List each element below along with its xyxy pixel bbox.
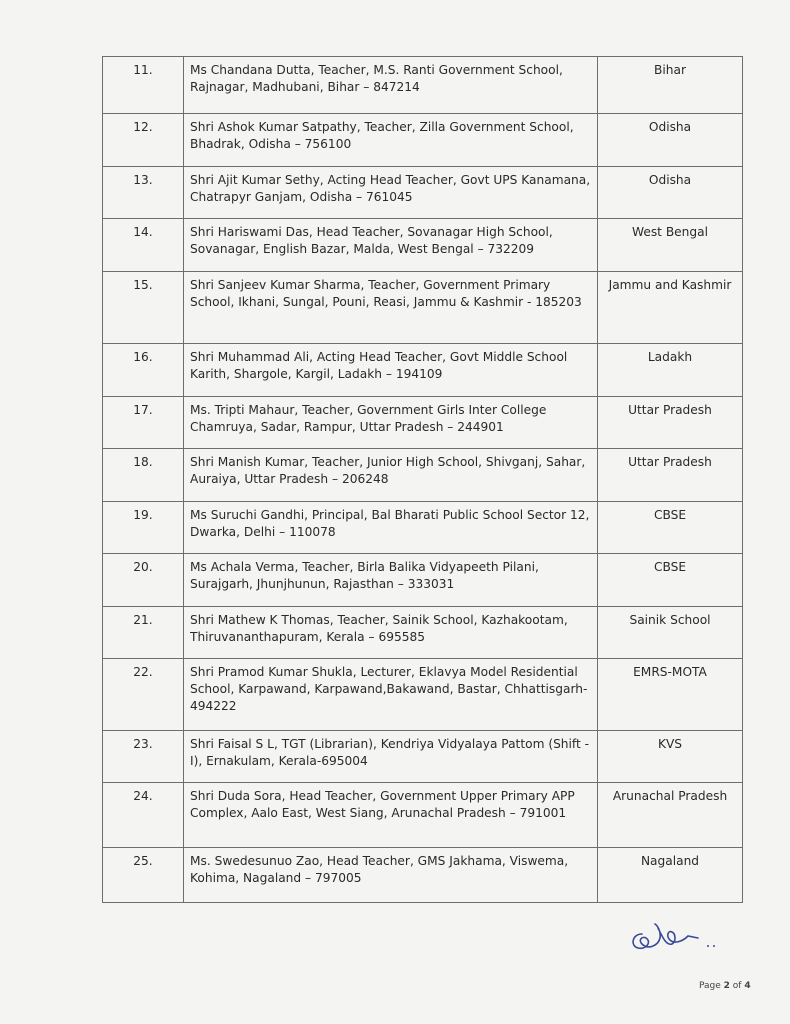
serial-number: 17. (103, 397, 184, 449)
awardee-details: Shri Muhammad Ali, Acting Head Teacher, Govt Middle School Karith, Shargole, Kargil, Ladakh – 194109 (184, 344, 598, 397)
serial-number: 12. (103, 114, 184, 167)
signature-icon (628, 912, 738, 962)
serial-number: 16. (103, 344, 184, 397)
awardee-details: Shri Mathew K Thomas, Teacher, Sainik School, Kazhakootam, Thiruvananthapuram, Kerala – 695585 (184, 607, 598, 659)
serial-number: 11. (103, 57, 184, 114)
serial-number: 23. (103, 731, 184, 783)
awardee-details: Shri Manish Kumar, Teacher, Junior High School, Shivganj, Sahar, Auraiya, Uttar Pradesh – 206248 (184, 449, 598, 502)
table-row (103, 607, 743, 659)
state-organization: KVS (598, 731, 743, 783)
awardee-details: Shri Sanjeev Kumar Sharma, Teacher, Government Primary School, Ikhani, Sungal, Pouni, Reasi, Jammu & Kashmir - 185203 (184, 272, 598, 344)
table-row (103, 848, 743, 903)
table-row (103, 167, 743, 219)
table-row (103, 731, 743, 783)
page-number: Page 2 of 4 (699, 981, 751, 991)
table-row (103, 659, 743, 731)
state-organization: Uttar Pradesh (598, 397, 743, 449)
awardee-details: Ms. Tripti Mahaur, Teacher, Government Girls Inter College Chamruya, Sadar, Rampur, Uttar Pradesh – 244901 (184, 397, 598, 449)
serial-number: 14. (103, 219, 184, 272)
table-row (103, 344, 743, 397)
state-organization: CBSE (598, 502, 743, 554)
awardee-details: Shri Duda Sora, Head Teacher, Government Upper Primary APP Complex, Aalo East, West Siang, Arunachal Pradesh – 791001 (184, 783, 598, 848)
state-organization: CBSE (598, 554, 743, 607)
table-row (103, 397, 743, 449)
table-row (103, 114, 743, 167)
state-organization: Arunachal Pradesh (598, 783, 743, 848)
state-organization: Ladakh (598, 344, 743, 397)
awardee-details: Shri Pramod Kumar Shukla, Lecturer, Eklavya Model Residential School, Karpawand, Karpawand,Bakawand, Bastar, Chhattisgarh-494222 (184, 659, 598, 731)
serial-number: 20. (103, 554, 184, 607)
table-row (103, 272, 743, 344)
table-row (103, 783, 743, 848)
table-row (103, 57, 743, 114)
awardee-details: Shri Ashok Kumar Satpathy, Teacher, Zilla Government School, Bhadrak, Odisha – 756100 (184, 114, 598, 167)
serial-number: 24. (103, 783, 184, 848)
serial-number: 19. (103, 502, 184, 554)
awardees-table (102, 56, 743, 903)
table-row (103, 554, 743, 607)
table-body (103, 57, 743, 903)
awardee-details: Ms Achala Verma, Teacher, Birla Balika Vidyapeeth Pilani, Surajgarh, Jhunjhunun, Rajasthan – 333031 (184, 554, 598, 607)
serial-number: 13. (103, 167, 184, 219)
awardee-details: Ms. Swedesunuo Zao, Head Teacher, GMS Jakhama, Viswema, Kohima, Nagaland – 797005 (184, 848, 598, 903)
awardee-details: Ms Suruchi Gandhi, Principal, Bal Bharati Public School Sector 12, Dwarka, Delhi – 110078 (184, 502, 598, 554)
serial-number: 18. (103, 449, 184, 502)
awardee-details: Ms Chandana Dutta, Teacher, M.S. Ranti Government School, Rajnagar, Madhubani, Bihar – 847214 (184, 57, 598, 114)
serial-number: 15. (103, 272, 184, 344)
table-row (103, 502, 743, 554)
state-organization: West Bengal (598, 219, 743, 272)
awardee-details: Shri Hariswami Das, Head Teacher, Sovanagar High School, Sovanagar, English Bazar, Malda, West Bengal – 732209 (184, 219, 598, 272)
table-row (103, 449, 743, 502)
serial-number: 25. (103, 848, 184, 903)
state-organization: Bihar (598, 57, 743, 114)
state-organization: Nagaland (598, 848, 743, 903)
state-organization: Odisha (598, 167, 743, 219)
state-organization: Uttar Pradesh (598, 449, 743, 502)
awardee-details: Shri Ajit Kumar Sethy, Acting Head Teacher, Govt UPS Kanamana, Chatrapyr Ganjam, Odisha – 761045 (184, 167, 598, 219)
state-organization: Odisha (598, 114, 743, 167)
serial-number: 21. (103, 607, 184, 659)
serial-number: 22. (103, 659, 184, 731)
table-row (103, 219, 743, 272)
state-organization: EMRS-MOTA (598, 659, 743, 731)
awardee-details: Shri Faisal S L, TGT (Librarian), Kendriya Vidyalaya Pattom (Shift - I), Ernakulam, Kerala-695004 (184, 731, 598, 783)
state-organization: Sainik School (598, 607, 743, 659)
state-organization: Jammu and Kashmir (598, 272, 743, 344)
